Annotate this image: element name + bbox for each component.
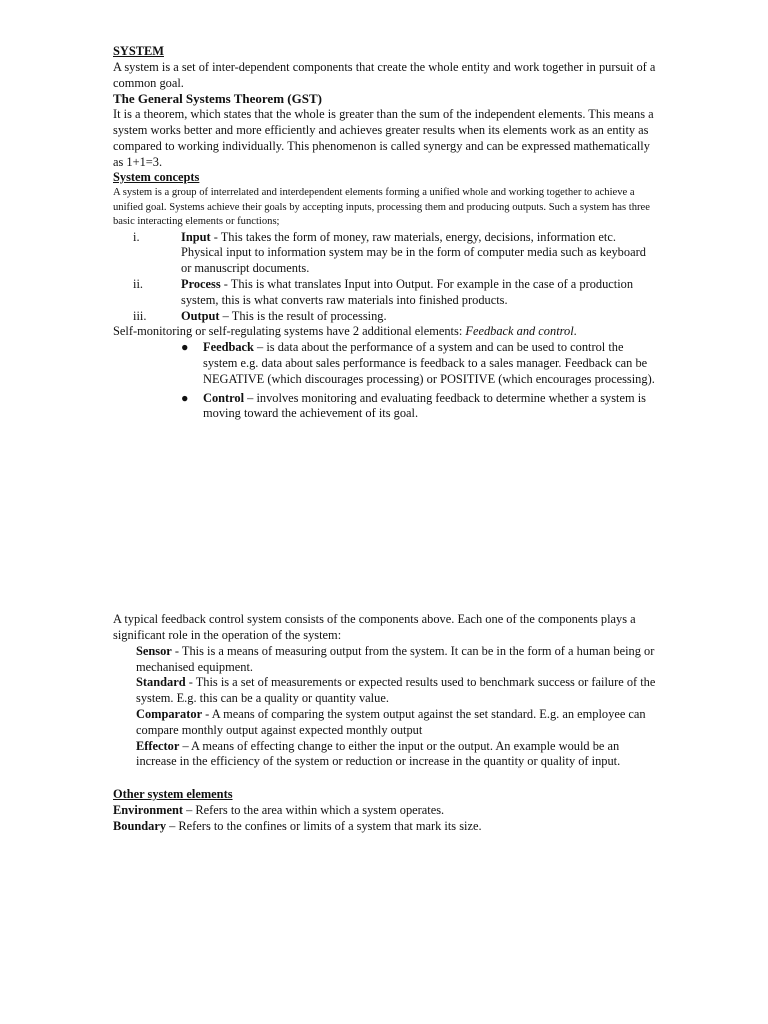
concept-term: Input [181, 229, 211, 244]
concept-text: - This is what translates Input into Output. For example in the case of a production system, this is what converts raw materials into finished products. [181, 277, 634, 307]
other-elements-heading: Other system elements [113, 787, 233, 802]
component-effector [113, 739, 658, 771]
self-regulating-end: . [573, 324, 577, 339]
other-term: Boundary [113, 818, 167, 833]
gst-heading: The General Systems Theorem (GST) [113, 91, 322, 107]
component-text: – A means of effecting change to either the input or the output. An example would be an increase in the efficiency of the system or reduction or increase in the quantity or quality of input. [136, 738, 621, 769]
bullet-term: Control [203, 390, 245, 405]
concept-term: Output [181, 308, 220, 323]
component-text: - A means of comparing the system output against the set standard. E.g. an employee can compare monthly output against expected monthly output [136, 707, 646, 737]
component-comparator [113, 707, 658, 739]
self-regulating-italic: Feedback and control [465, 324, 574, 339]
document-body [113, 44, 658, 835]
other-text: – Refers to the confines or limits of a system that mark its size. [166, 818, 482, 833]
list-number: i. [133, 229, 140, 244]
other-term: Environment [113, 803, 183, 817]
component-text: - This is a set of measurements or expected results used to benchmark success or failure of the system. E.g. this can be a quality or quantity value. [136, 675, 656, 706]
bullet-icon: ● [181, 340, 189, 355]
concept-item-input [113, 230, 658, 277]
list-number: iii. [133, 308, 147, 323]
bullet-term: Feedback [203, 340, 254, 355]
concept-text: – This is the result of processing. [219, 308, 387, 323]
concepts-intro: A system is a group of interrelated and interdependent elements forming a unified whole and working together to achieve a unified goal. Systems achieve their goals by accepting inputs, processing them and producing outputs. Such a system has three basic interacting elements or functions; [113, 187, 650, 228]
component-sensor [113, 644, 658, 676]
blank-space [113, 422, 658, 612]
bullet-text: – is data about the performance of a system and can be used to control the system e.g. data about sales performance is feedback to a sales manager. Feedback can be NEGATIVE (which discourages processing) or POSITIVE (which encourages processing). [203, 340, 655, 386]
bullet-icon: ● [181, 390, 189, 405]
other-item-boundary [113, 819, 658, 835]
self-regulating-line [113, 324, 658, 340]
system-definition: A system is a set of inter-dependent components that create the whole entity and work together in pursuit of a common goal. [113, 59, 656, 90]
list-number: ii. [133, 277, 143, 292]
spacer [113, 770, 658, 787]
component-term: Sensor [136, 643, 172, 658]
system-heading: SYSTEM [113, 44, 164, 58]
concept-term: Process [181, 277, 221, 292]
concept-text: - This takes the form of money, raw materials, energy, decisions, information etc. Physical input to information system may be in the form of computer media such as keyboard or manuscript documents. [181, 229, 646, 276]
component-term: Comparator [136, 707, 203, 722]
concept-item-output [113, 309, 658, 325]
component-term: Standard [136, 675, 186, 690]
concepts-heading: System concepts [113, 170, 200, 185]
other-item-environment [113, 803, 658, 819]
concept-item-process [113, 277, 658, 309]
feedback-system-intro: A typical feedback control system consists of the components above. Each one of the components plays a significant role in the operation of the system: [113, 612, 636, 643]
component-standard [113, 675, 658, 707]
self-regulating-text: Self-monitoring or self-regulating systems have 2 additional elements: [113, 324, 466, 339]
bullet-control [181, 391, 658, 423]
component-term: Effector [136, 738, 180, 753]
bullet-feedback [181, 340, 658, 387]
bullet-text: – involves monitoring and evaluating feedback to determine whether a system is moving toward the achievement of its goal. [203, 390, 646, 421]
gst-body: It is a theorem, which states that the whole is greater than the sum of the independent elements. This means a system works better and more efficiently and achieves greater results when its elements work as an entity as compared to working individually. This phenomenon is called synergy and can be expressed mathematically as 1+1=3. [113, 107, 654, 169]
other-text: – Refers to the area within which a system operates. [183, 803, 445, 817]
component-text: - This is a means of measuring output from the system. It can be in the form of a human being or mechanised equipment. [136, 643, 655, 674]
